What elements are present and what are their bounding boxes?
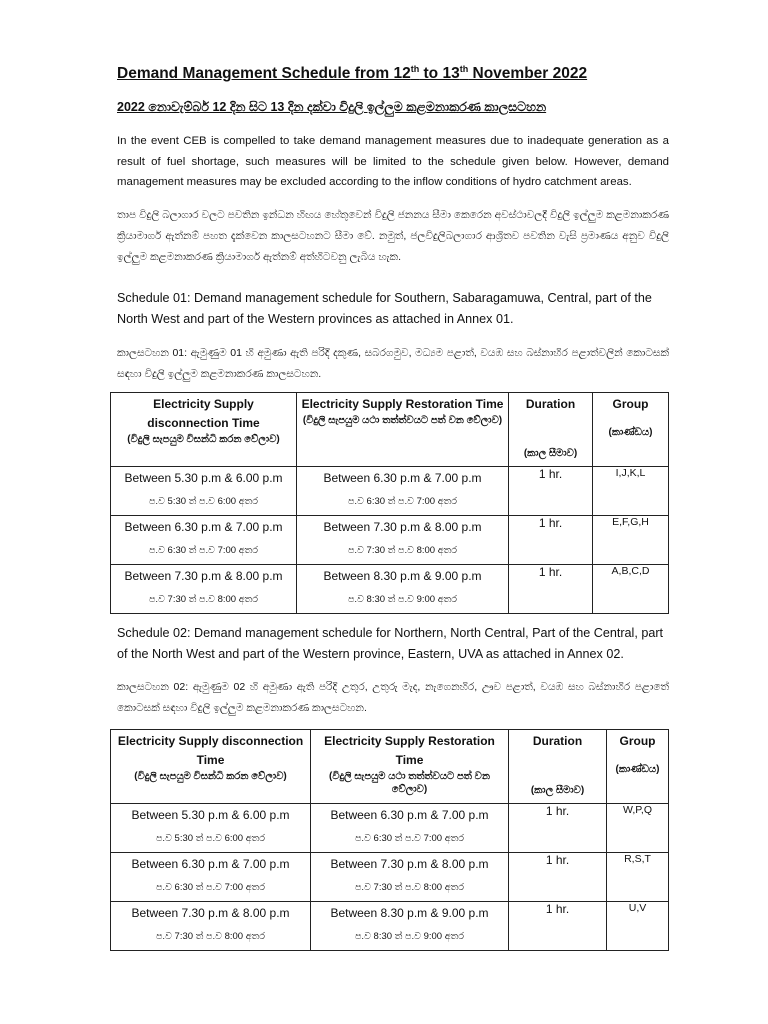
- cell-text: Between 7.30 p.m & 8.00 p.m: [330, 857, 489, 871]
- cell-text-sinhala: ප.ව 7:30 ත් ප.ව 8:00 අතර: [156, 931, 265, 942]
- schedule-1-heading: Schedule 01: Demand management schedule for Southern, Sabaragamuwa, Central, part of the North West and part of the Western provinces as attached in Annex 01.: [117, 291, 652, 326]
- group-cell: E,F,G,H: [593, 516, 669, 565]
- duration-cell: 1 hr.: [509, 467, 593, 516]
- title-superscript: th: [410, 64, 420, 74]
- restoration-cell: [311, 804, 509, 853]
- cell-text: Between 8.30 p.m & 9.00 p.m: [330, 906, 489, 920]
- cell-text-sinhala: ප.ව 8:30 ත් ප.ව 9:00 අතර: [355, 931, 464, 942]
- cell-text-sinhala: ප.ව 6:30 ත් ප.ව 7:00 අතර: [348, 496, 457, 507]
- schedule-2-heading-sinhala: කාලසටහන 02: ඇමුණුම 02 හි අමුණා ඇති පරිදි උතුර, උතුරු මැද, නැගෙනහිර, ඌව පළාත්, වයඹ සහ බස්නාහිර පළාතේ කොටසක් සඳහා විදුලි ඉල්ලුම කළමනාකරණ කාලසටහන.: [117, 681, 669, 714]
- header-restoration-time: [311, 730, 509, 804]
- title-text: Demand Management Schedule from 12: [117, 65, 411, 82]
- group-cell: R,S,T: [607, 853, 669, 902]
- cell-text-sinhala: ප.ව 5:30 ත් ප.ව 6:00 අතර: [149, 496, 258, 507]
- header-label: Group: [612, 397, 649, 411]
- table-row: [111, 565, 669, 614]
- header-label: Electricity Supply Restoration Time: [324, 734, 495, 767]
- disconnection-cell: [111, 565, 297, 614]
- cell-text-sinhala: ප.ව 7:30 ත් ප.ව 8:00 අතර: [355, 882, 464, 893]
- restoration-cell: [311, 902, 509, 951]
- header-duration: [509, 730, 607, 804]
- group-cell: U,V: [607, 902, 669, 951]
- header-disconnection-time: [111, 730, 311, 804]
- cell-text: Between 6.30 p.m & 7.00 p.m: [330, 808, 489, 822]
- group-cell: A,B,C,D: [593, 565, 669, 614]
- cell-text: Between 7.30 p.m & 8.00 p.m: [131, 906, 290, 920]
- header-label-sinhala: (විදුලි සැපයුම විසන්ධි කරන වේලාව): [134, 771, 287, 782]
- table-row: [111, 853, 669, 902]
- cell-text: Between 7.30 p.m & 8.00 p.m: [124, 569, 283, 583]
- table-row: [111, 467, 669, 516]
- restoration-cell: [297, 565, 509, 614]
- header-label: Electricity Supply disconnection Time: [117, 734, 304, 767]
- header-label: Duration: [532, 734, 583, 748]
- cell-text: Between 5.30 p.m & 6.00 p.m: [124, 471, 283, 485]
- schedule-2-table: [110, 729, 669, 951]
- header-label-sinhala: (කාණ්ඩය): [615, 764, 660, 775]
- restoration-cell: [297, 516, 509, 565]
- disconnection-cell: [111, 516, 297, 565]
- cell-text-sinhala: ප.ව 7:30 ත් ප.ව 8:00 අතර: [149, 594, 258, 605]
- title-text-mid: to 13: [419, 65, 460, 82]
- header-label-sinhala: (විදුලි සැපයුම යථා තත්ත්වයට පත් වන වේලාව): [329, 771, 490, 795]
- header-label-sinhala: (කාල සීමාව): [530, 785, 585, 796]
- schedule-1-table: [110, 392, 669, 614]
- duration-cell: 1 hr.: [509, 902, 607, 951]
- disconnection-cell: [111, 902, 311, 951]
- header-label: Electricity Supply disconnection Time: [147, 397, 260, 430]
- cell-text-sinhala: ප.ව 6:30 ත් ප.ව 7:00 අතර: [149, 545, 258, 556]
- intro-paragraph-english: In the event CEB is compelled to take demand management measures due to inadequate generation as a result of fuel shortage, such measures will be limited to the schedule given below. However, demand management measures may be excluded according to the inflow conditions of hydro catchment areas.: [117, 135, 669, 188]
- header-group: [593, 393, 669, 467]
- header-duration: [509, 393, 593, 467]
- cell-text-sinhala: ප.ව 7:30 ත් ප.ව 8:00 අතර: [348, 545, 457, 556]
- schedule-1-heading-sinhala: කාලසටහන 01: ඇමුණුම 01 හි අමුණා ඇති පරිදි දකුණ, සබරගමුව, මධ්‍යම පළාත්, වයඹ සහ බස්නාහිර පළාත්වලින් කොටසක් සඳහා විදුලි ඉල්ලුම කළමනාකරණ කාලසටහන.: [117, 347, 669, 380]
- restoration-cell: [297, 467, 509, 516]
- group-cell: I,J,K,L: [593, 467, 669, 516]
- cell-text: Between 6.30 p.m & 7.00 p.m: [323, 471, 482, 485]
- page-subtitle-sinhala: 2022 නොවැම්බර් 12 දින සිට 13 දින දක්වා විදුලි ඉල්ලුම කළමනාකරණ කාලසටහන: [117, 100, 547, 114]
- cell-text-sinhala: ප.ව 6:30 ත් ප.ව 7:00 අතර: [156, 882, 265, 893]
- header-disconnection-time: [111, 393, 297, 467]
- intro-paragraph-sinhala: තාප විදුලි බලාගාර වලට පවතින ඉන්ධන හිඟය හේතුවෙන් විදුලි ජනනය සීමා කෙරෙන අවස්ථාවලදී විදුලි ඉල්ලුම කළමනාකරණ ක්‍රියාමාර්ග ඇත්නම් පහත දැක්වෙන කාලසටහනට සීමා වේ. නමුත්, ජලවිදුලිබලාගාර ආශ්‍රිතව පවතින වැසි ප්‍රමාණය අනුව විදුලි ඉල්ලුම කළමනාකරණ ක්‍රියාමාර්ග ඇත්නම් අත්හිටවනු ලැබිය හැක.: [117, 209, 669, 263]
- cell-text-sinhala: ප.ව 5:30 ත් ප.ව 6:00 අතර: [156, 833, 265, 844]
- schedule-2-heading: Schedule 02: Demand management schedule for Northern, North Central, Part of the Central, part of the North West and part of the Western province, Eastern, UVA as attached in Annex 02.: [117, 626, 664, 661]
- header-label-sinhala: (කාල සීමාව): [523, 448, 578, 459]
- cell-text-sinhala: ප.ව 8:30 ත් ප.ව 9:00 අතර: [348, 594, 457, 605]
- cell-text: Between 6.30 p.m & 7.00 p.m: [124, 520, 283, 534]
- header-restoration-time: [297, 393, 509, 467]
- title-superscript-2: th: [459, 64, 469, 74]
- disconnection-cell: [111, 804, 311, 853]
- header-label-sinhala: (කාණ්ඩය): [608, 427, 653, 438]
- header-label: Group: [619, 734, 656, 748]
- cell-text: Between 5.30 p.m & 6.00 p.m: [131, 808, 290, 822]
- table-row: [111, 804, 669, 853]
- cell-text: Between 7.30 p.m & 8.00 p.m: [323, 520, 482, 534]
- duration-cell: 1 hr.: [509, 516, 593, 565]
- table-row: [111, 516, 669, 565]
- cell-text: Between 6.30 p.m & 7.00 p.m: [131, 857, 290, 871]
- header-group: [607, 730, 669, 804]
- disconnection-cell: [111, 467, 297, 516]
- cell-text: Between 8.30 p.m & 9.00 p.m: [323, 569, 482, 583]
- cell-text-sinhala: ප.ව 6:30 ත් ප.ව 7:00 අතර: [355, 833, 464, 844]
- page-title: [117, 64, 587, 83]
- table-row: [111, 902, 669, 951]
- header-label: Electricity Supply Restoration Time: [301, 397, 504, 411]
- restoration-cell: [311, 853, 509, 902]
- group-cell: W,P,Q: [607, 804, 669, 853]
- disconnection-cell: [111, 853, 311, 902]
- title-text-end: November 2022: [468, 65, 588, 82]
- duration-cell: 1 hr.: [509, 804, 607, 853]
- header-label-sinhala: (විදුලි සැපයුම යථා තත්ත්වයට පත් වන වේලාව): [302, 415, 503, 426]
- table-header-row: [111, 393, 669, 467]
- duration-cell: 1 hr.: [509, 853, 607, 902]
- table-header-row: [111, 730, 669, 804]
- header-label-sinhala: (විදුලි සැපයුම විසන්ධි කරන වේලාව): [127, 434, 280, 445]
- header-label: Duration: [525, 397, 576, 411]
- duration-cell: 1 hr.: [509, 565, 593, 614]
